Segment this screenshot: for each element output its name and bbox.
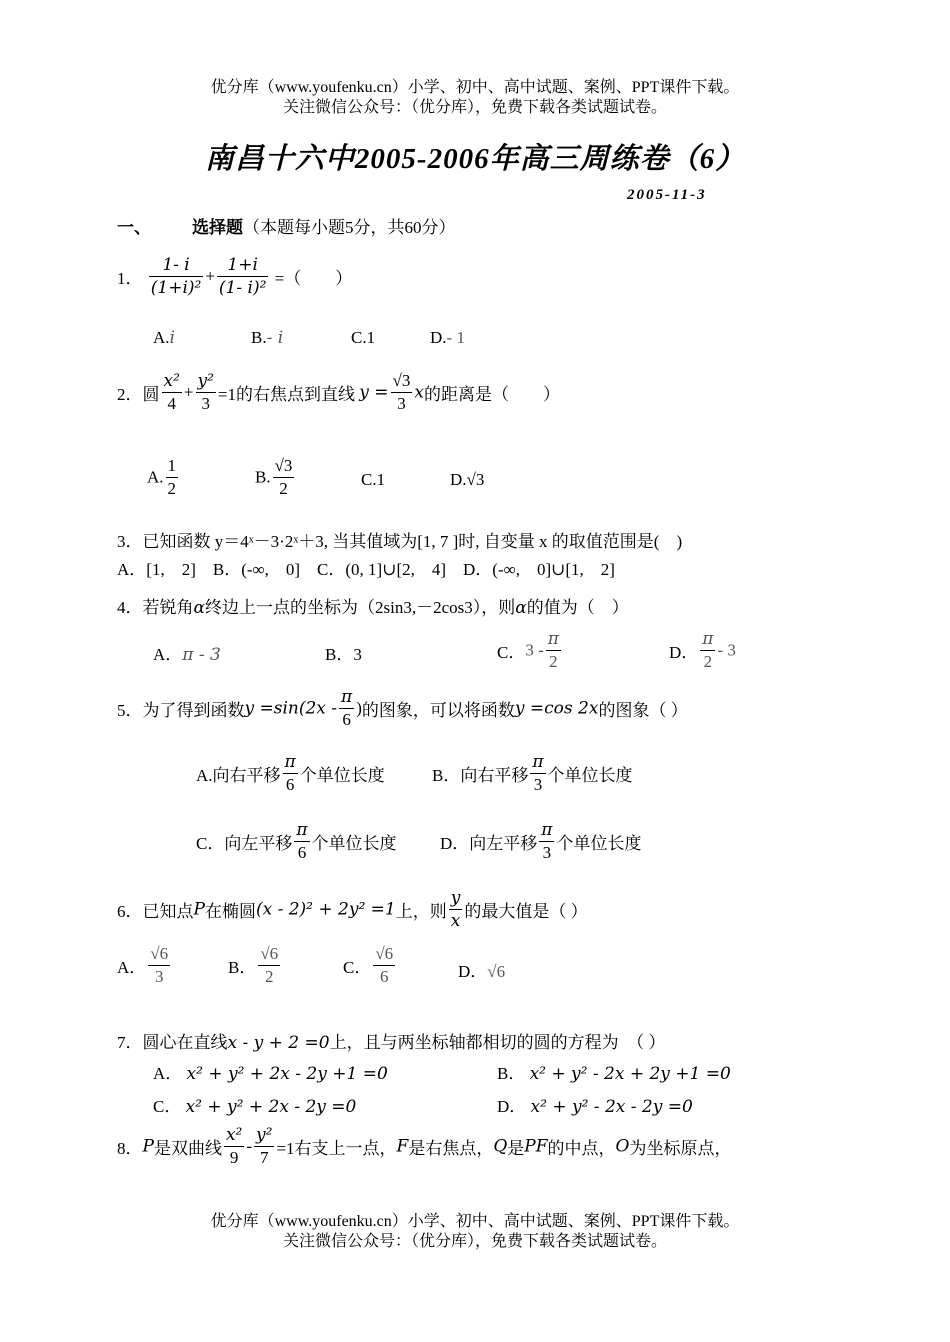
q1-fraction-a: $\frac{1- i}{\text{(1+i)²}}$ xyxy=(150,255,202,298)
q7-option-d: D． x² + y² - 2x - 2y =0 xyxy=(497,1097,693,1117)
q1-option-b: B.- i xyxy=(251,328,284,348)
q4-option-a: A．π - 3 xyxy=(153,645,221,665)
q1-option-c: C.1 xyxy=(351,328,376,347)
question-4: 4．若锐角α终边上一点的坐标为（2sin3,－2cos3），则α的值为（ ） xyxy=(117,598,629,618)
question-8: 8．P是双曲线 $\frac{\text{x²}}{9}$ - $\frac{\text{y²}}{7}$ =1右支上一点，F是右焦点，Q是PF的中点，O为坐标原点， xyxy=(117,1125,732,1167)
section-number: 一、 xyxy=(117,218,151,237)
q3-options: A．[1, 2] B．(-∞, 0] C．(0, 1]∪[2, 4] D．(-∞, 0]∪[1, 2] xyxy=(117,560,615,579)
q1-option-d: D.- 1 xyxy=(430,328,465,347)
question-6: 6．已知点P在椭圆(x - 2)² + 2y² =1上，则 $\frac{y}{x}$ 的最大值是（ ） xyxy=(117,888,588,931)
page-title: 南昌十六中2005-2006年高三周练卷（6） xyxy=(204,143,746,175)
footer-line-1: 优分库（www.youfenku.cn）小学、初中、高中试题、案例、PPT课件下载。 xyxy=(210,1213,740,1230)
question-1 xyxy=(117,254,352,299)
question-5: 5．为了得到函数y =sin(2x - $\frac{\pi}{6}$ )的图象，可以将函数y =cos 2x的图象（ ） xyxy=(117,687,688,729)
q2-ellipse-y-term: $\frac{\text{y²}}{3}$ xyxy=(197,371,214,413)
q2-number: 2． xyxy=(117,385,143,404)
q1-tail: =（ ） xyxy=(274,269,353,288)
q4-option-b: B．3 xyxy=(325,645,362,664)
q5-option-d: D．向左平移 $\frac{\pi}{3}$ 个单位长度 xyxy=(440,820,642,862)
q6-option-b: B． $\frac{√6}{2}$ xyxy=(228,944,279,986)
q1-fraction-b: $\frac{1+i}{\text{(1- i)²}}$ xyxy=(218,255,267,298)
q6-option-a: A． $\frac{√6}{3}$ xyxy=(117,944,169,986)
q2-option-b: B. $\frac{√3}{2}$ xyxy=(255,456,293,498)
section-heading xyxy=(192,213,456,238)
question-2: 2．圆 $\frac{\text{x²}}{4}$ + $\frac{\text{y²}}{3}$ =1的右焦点到直线 y = $\frac{√3}{3}$ x的距离是（ ） xyxy=(117,371,560,413)
q5-option-a: A.向右平移 $\frac{\pi}{6}$ 个单位长度 xyxy=(196,752,385,794)
q4-option-d: D． $\frac{\pi}{2}$ - 3 xyxy=(669,629,736,671)
q2-option-a: A. $\frac{1}{2}$ xyxy=(147,456,177,498)
q4-option-c: C．3 - $\frac{\pi}{2}$ xyxy=(497,629,559,671)
question-3: 3．已知函数 y＝4ˣ－3·2ˣ＋3, 当其值域为[1, 7 ]时, 自变量 x 的取值范围是( ) xyxy=(117,532,683,551)
q2-ellipse-x-term: $\frac{\text{x²}}{4}$ xyxy=(163,371,180,413)
section-note: （本题每小题5分，共60分） xyxy=(243,218,456,237)
q2-option-c: C.1 xyxy=(361,470,386,489)
q1-option-a: A.i xyxy=(153,328,175,348)
q7-option-b: B． x² + y² - 2x + 2y +1 =0 xyxy=(497,1064,731,1084)
q5-option-b: B．向右平移 $\frac{\pi}{3}$ 个单位长度 xyxy=(432,752,633,794)
q2-option-d: D.√3 xyxy=(450,470,485,489)
header-line-1: 优分库（www.youfenku.cn）小学、初中、高中试题、案例、PPT课件下载。 xyxy=(210,79,740,96)
q6-option-d: D．√6 xyxy=(458,962,506,981)
q5-option-c: C．向左平移 $\frac{\pi}{6}$ 个单位长度 xyxy=(196,820,397,862)
header-line-2: 关注微信公众号：（优分库），免费下载各类试题试卷。 xyxy=(282,99,667,116)
footer-line-2: 关注微信公众号：（优分库），免费下载各类试题试卷。 xyxy=(282,1233,667,1250)
q2-line-slope: $\frac{√3}{3}$ xyxy=(392,371,411,413)
q2-line-y: y = xyxy=(359,382,389,403)
q7-option-a: A． x² + y² + 2x - 2y +1 =0 xyxy=(153,1064,388,1084)
exam-date: 2005-11-3 xyxy=(627,187,707,203)
section-name: 选择题 xyxy=(192,218,243,237)
q6-option-c: C． $\frac{√6}{6}$ xyxy=(343,944,394,986)
question-7: 7．圆心在直线x - y + 2 =0上，且与两坐标轴都相切的圆的方程为 （ ） xyxy=(117,1033,666,1053)
q1-plus: + xyxy=(205,266,215,286)
q7-option-c: C． x² + y² + 2x - 2y =0 xyxy=(153,1097,357,1117)
q1-number: 1． xyxy=(117,269,143,288)
